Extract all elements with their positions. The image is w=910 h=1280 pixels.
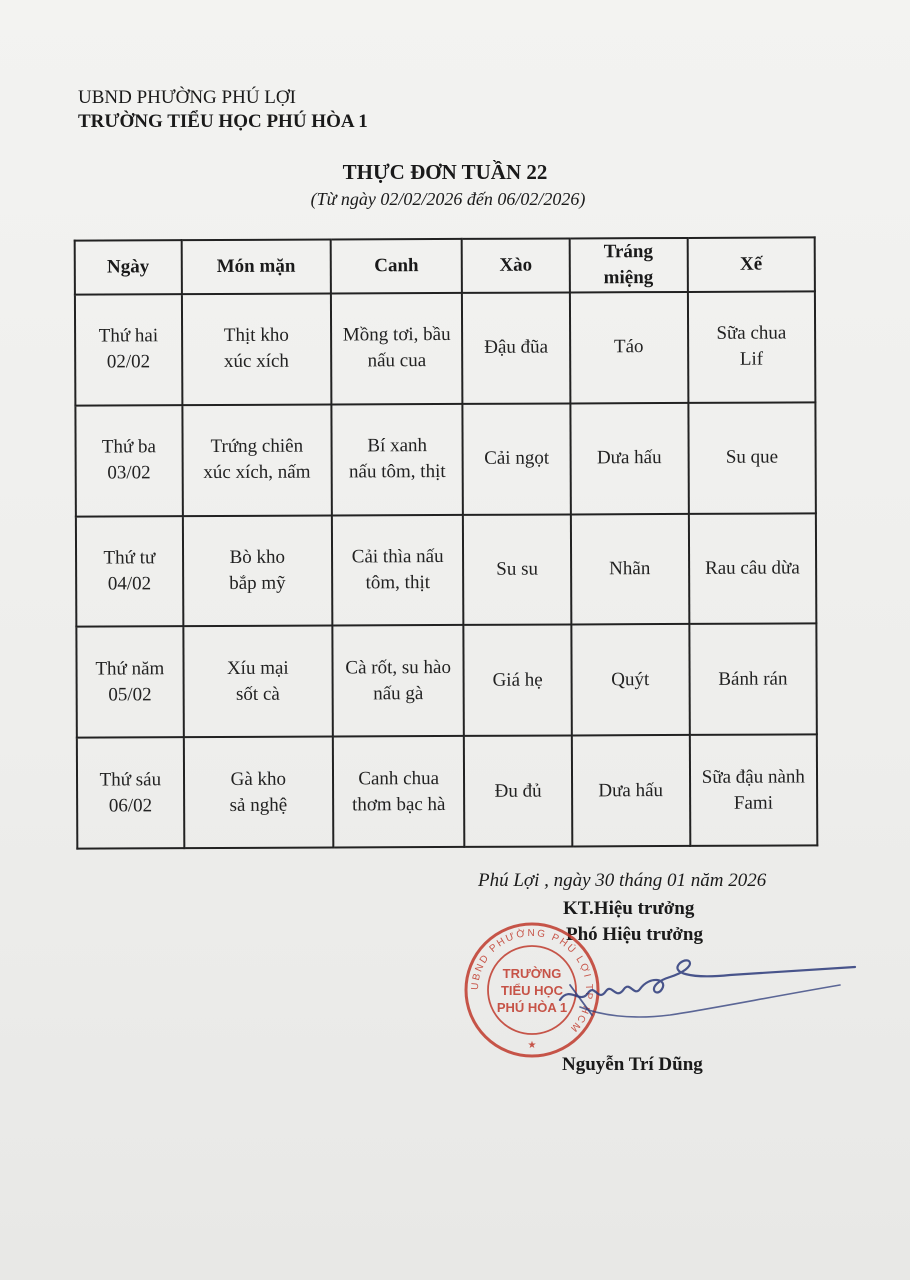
table-row xyxy=(76,513,816,627)
cell-day: Thứ tư 04/02 xyxy=(76,516,183,627)
cell-main-dish: Trứng chiên xúc xích, nấm xyxy=(182,404,332,515)
document-header xyxy=(78,86,368,134)
cell-day: Thứ hai 02/02 xyxy=(75,294,182,405)
svg-text:TRƯỜNG: TRƯỜNG xyxy=(502,966,562,981)
cell-soup: Cải thìa nấu tôm, thịt xyxy=(332,515,464,626)
signer-role-line2: Phó Hiệu trưởng xyxy=(566,924,703,945)
cell-stir-fry: Đu đủ xyxy=(464,736,572,847)
cell-dessert: Táo xyxy=(570,292,688,403)
svg-text:TIỂU HỌC: TIỂU HỌC xyxy=(500,983,564,998)
cell-main-dish: Bò kho bắp mỹ xyxy=(183,515,333,626)
place-date: Phú Lợi , ngày 30 tháng 01 năm 2026 xyxy=(478,870,767,891)
signer-role-line1: KT.Hiệu trưởng xyxy=(563,898,695,919)
cell-snack: Sữa chua Lif xyxy=(688,291,816,402)
handwritten-signature xyxy=(540,945,860,1035)
cell-dessert: Quýt xyxy=(571,624,689,735)
cell-stir-fry: Đậu đũa xyxy=(462,292,570,403)
cell-main-dish: Xíu mại sốt cà xyxy=(183,626,333,737)
cell-stir-fry: Cải ngọt xyxy=(463,403,571,514)
header-snack: Xế xyxy=(687,237,815,292)
cell-stir-fry: Giá hẹ xyxy=(464,625,572,736)
svg-text:UBND PHƯỜNG PHÚ LỢI TP HCM: UBND PHƯỜNG PHÚ LỢI TP HCM xyxy=(469,927,595,1035)
cell-main-dish: Thịt kho xúc xích xyxy=(182,294,332,405)
cell-snack: Su que xyxy=(688,402,816,513)
cell-day: Thứ sáu 06/02 xyxy=(77,737,184,848)
cell-soup: Cà rốt, su hào nấu gà xyxy=(332,625,464,736)
cell-main-dish: Gà kho sả nghệ xyxy=(183,737,333,848)
menu-title: THỰC ĐƠN TUẦN 22 xyxy=(342,160,548,184)
table-row xyxy=(77,735,817,849)
cell-stir-fry: Su su xyxy=(463,514,571,625)
svg-text:PHÚ HÒA 1: PHÚ HÒA 1 xyxy=(496,1000,568,1015)
title-block xyxy=(0,160,910,210)
cell-soup: Mồng tơi, bầu nấu cua xyxy=(331,293,463,404)
header-dessert: Tráng miệng xyxy=(569,238,687,293)
cell-dessert: Dưa hấu xyxy=(571,735,689,846)
header-soup: Canh xyxy=(331,239,463,294)
cell-day: Thứ năm 05/02 xyxy=(76,627,183,738)
menu-table xyxy=(74,236,819,849)
table-row xyxy=(76,624,816,738)
header-main-dish: Món mặn xyxy=(181,240,330,295)
header-stir-fry: Xào xyxy=(462,238,569,292)
cell-soup: Bí xanh nấu tôm, thịt xyxy=(331,404,463,515)
table-row xyxy=(75,291,815,405)
authority-name: UBND PHƯỜNG PHÚ LỢI xyxy=(78,87,296,108)
cell-dessert: Nhãn xyxy=(571,514,689,625)
cell-snack: Rau câu dừa xyxy=(688,513,816,624)
cell-day: Thứ ba 03/02 xyxy=(75,405,182,516)
header-day: Ngày xyxy=(75,240,182,294)
cell-snack: Bánh rán xyxy=(689,624,817,735)
school-name: TRƯỜNG TIỂU HỌC PHÚ HÒA 1 xyxy=(78,111,368,132)
cell-dessert: Dưa hấu xyxy=(570,403,688,514)
table-header-row xyxy=(75,237,815,294)
table-body xyxy=(75,291,817,848)
table-row xyxy=(75,402,815,516)
svg-text:★: ★ xyxy=(527,1040,537,1051)
cell-soup: Canh chua thơm bạc hà xyxy=(333,736,465,847)
cell-snack: Sữa đậu nành Fami xyxy=(689,735,817,846)
signer-name: Nguyễn Trí Dũng xyxy=(562,1054,703,1075)
date-range: (Từ ngày 02/02/2026 đến 06/02/2026) xyxy=(310,189,586,209)
